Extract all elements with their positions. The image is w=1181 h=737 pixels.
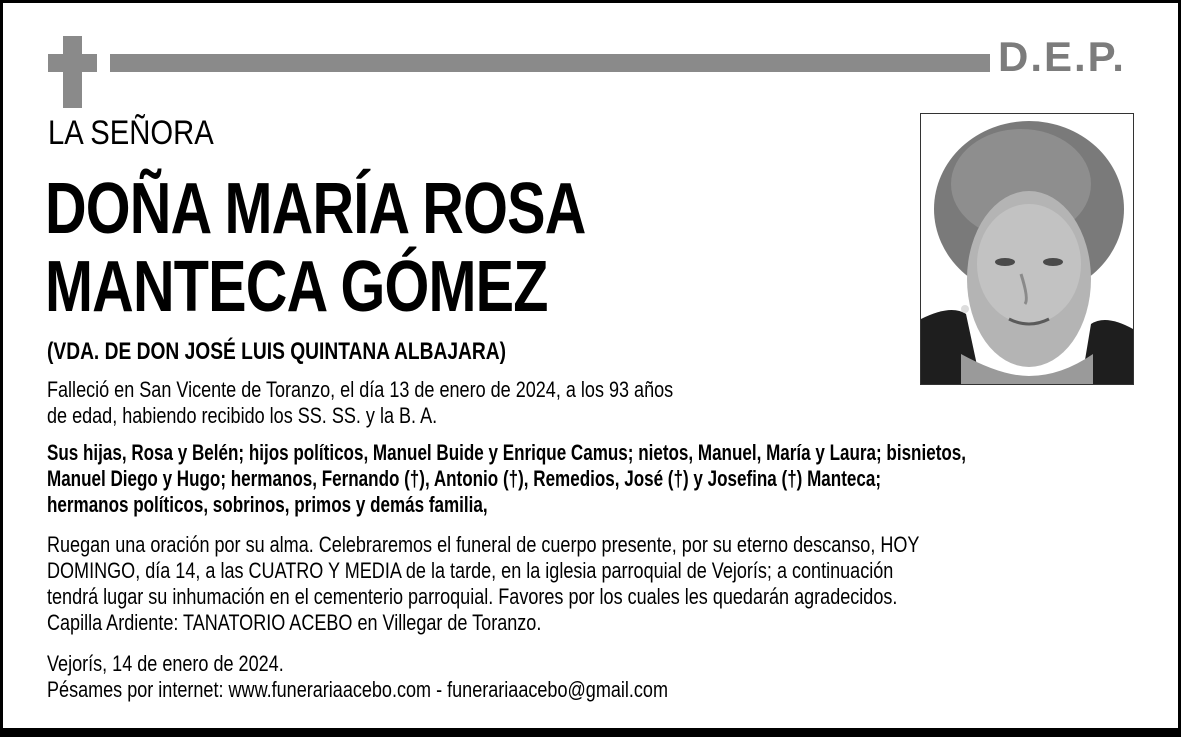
funeral-line: DOMINGO, día 14, a las CUATRO Y MEDIA de la tarde, en la iglesia parroquial de Vejorís; a continuación <box>47 558 894 583</box>
honorific-title: LA SEÑORA <box>48 114 214 152</box>
deceased-photo <box>920 113 1134 385</box>
website-link[interactable]: www.funerariaacebo.com <box>228 677 432 702</box>
cross-horizontal-bar <box>48 54 97 72</box>
death-notice-line: Falleció en San Vicente de Toranzo, el día 13 de enero de 2024, a los 93 años <box>47 377 674 402</box>
condolences-line <box>47 677 668 703</box>
cross-vertical-bar <box>63 36 82 108</box>
deceased-name-line1: DOÑA MARÍA ROSA <box>45 169 586 249</box>
funeral-line: Ruegan una oración por su alma. Celebraremos el funeral de cuerpo presente, por su eterno descanso, HOY <box>47 532 920 557</box>
deceased-name-line2: MANTECA GÓMEZ <box>45 247 548 327</box>
dep-label: D.E.P. <box>998 33 1126 80</box>
funeral-line: tendrá lugar su inhumación en el cementerio parroquial. Favores por los cuales les quedarán agradecidos. <box>47 584 898 609</box>
header-rule <box>110 54 990 72</box>
email-link[interactable]: funerariaacebo@gmail.com <box>447 677 668 702</box>
funeral-line: Capilla Ardiente: TANATORIO ACEBO en Villegar de Toranzo. <box>47 610 542 635</box>
widow-note: (VDA. DE DON JOSÉ LUIS QUINTANA ALBAJARA) <box>47 338 507 365</box>
family-line: hermanos políticos, sobrinos, primos y demás familia, <box>47 492 488 517</box>
portrait-image <box>921 114 1133 384</box>
family-line: Manuel Diego y Hugo; hermanos, Fernando (†), Antonio (†), Remedios, José (†) y Josefina (†) Manteca; <box>47 466 881 491</box>
separator: - <box>436 677 443 702</box>
obituary-notice <box>3 3 1178 728</box>
death-notice-line: de edad, habiendo recibido los SS. SS. y la B. A. <box>47 403 438 428</box>
family-line: Sus hijas, Rosa y Belén; hijos políticos, Manuel Buide y Enrique Camus; nietos, Manuel, María y Laura; bisnietos, <box>47 440 967 465</box>
place-date: Vejorís, 14 de enero de 2024. <box>47 651 284 676</box>
condolences-label: Pésames por internet: <box>47 677 224 702</box>
